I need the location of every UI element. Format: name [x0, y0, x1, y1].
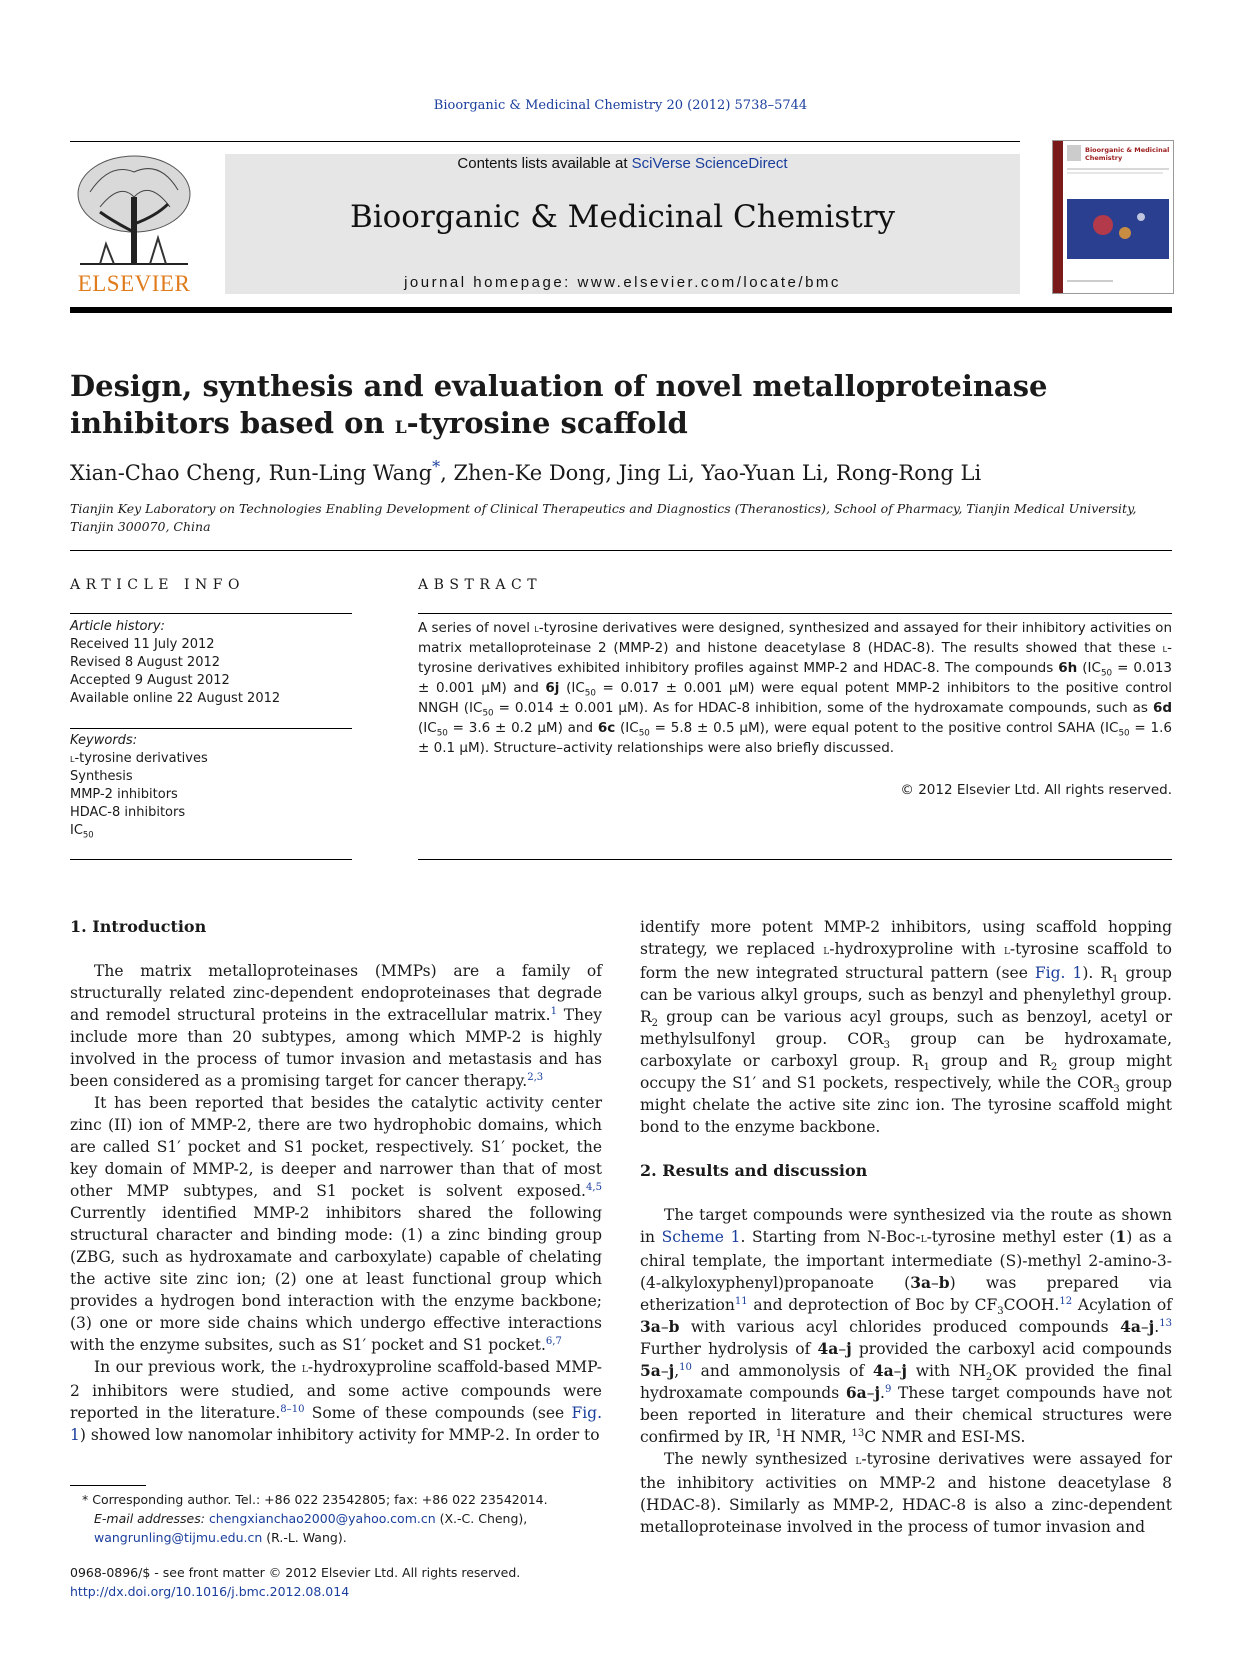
- results-paragraph-2: The newly synthesized l-tyrosine derivatives were assayed for the inhibitory activities on MMP-2 and histone deacetylase 8 (HDAC-8). Similarly as MMP-2, HDAC-8 is also a zinc-dependent metalloproteinase involved in the process of tumor invasion and: [640, 1450, 1172, 1536]
- authors-part2: , Zhen-Ke Dong, Jing Li, Yao-Yuan Li, Rong-Rong Li: [440, 461, 982, 485]
- received-date: Received 11 July 2012: [70, 637, 215, 652]
- corresponding-author-note: * Corresponding author. Tel.: +86 022 23542805; fax: +86 022 23542014.: [82, 1492, 548, 1507]
- email-link-cheng[interactable]: chengxianchao2000@yahoo.com.cn: [208, 1511, 436, 1526]
- contents-line: [225, 155, 1020, 172]
- journal-homepage[interactable]: journal homepage: www.elsevier.com/locate/bmc: [404, 274, 841, 291]
- abstract-copyright: © 2012 Elsevier Ltd. All rights reserved.: [900, 782, 1172, 798]
- tree-icon: [70, 152, 198, 270]
- keyword-ic-sub: 50: [82, 829, 94, 840]
- journal-title: Bioorganic & Medicinal Chemistry: [349, 199, 896, 235]
- corresponding-author-star[interactable]: *: [432, 457, 441, 476]
- front-matter-line: 0968-0896/$ - see front matter © 2012 Elsevier Ltd. All rights reserved.: [70, 1565, 521, 1580]
- header-thick-rule: [70, 307, 1172, 313]
- keyword-item: HDAC-8 inhibitors: [70, 805, 186, 820]
- email-owner-cheng: (X.-C. Cheng),: [435, 1511, 528, 1526]
- header-rule: [70, 141, 1020, 142]
- keyword-item: Synthesis: [70, 769, 133, 784]
- revised-date: Revised 8 August 2012: [70, 655, 221, 670]
- keywords-label: Keywords:: [70, 733, 138, 748]
- intro-paragraph-3-cont: identify more potent MMP-2 inhibitors, using scaffold hopping strategy, we replaced l-hydroxyproline with l-tyrosine scaffold to form the new integrated structural pattern (see Fig. 1). $R_1$ group can be various alkyl groups, such as benzyl and phenylethyl group. $R_2$ group can be various acyl groups, such as benzoyl, acetyl or methylsulfonyl group. $COR_3$ group can be hydroxamate, carboxylate or carboxyl group. $R_1$ group and $R_2$ group might occupy the S1′ and S1 pockets, respectively, while the $COR_3$ group might chelate the active site zinc ion. The tyrosine scaffold might bond to the enzyme backbone.: [640, 918, 1173, 1136]
- accepted-date: Accepted 9 August 2012: [70, 673, 230, 688]
- intro-paragraph-3: In our previous work, the l-hydroxyproline scaffold-based MMP-2 inhibitors were studied, and some active compounds were reported in the literature.$^{8-10}$ Some of these compounds (see Fig. 1) showed low nanomolar inhibitory activity for MMP-2. In order to: [70, 1358, 602, 1444]
- body-left-column: [70, 916, 602, 1446]
- body-right-column: [640, 916, 1172, 1538]
- results-paragraph-1: The target compounds were synthesized via the route as shown in Scheme 1. Starting from N-Boc-l-tyrosine methyl ester (1) as a chiral template, the important intermediate (S)-methyl 2-amino-3-(4-alkyloxyphenyl)propanoate (3a–b) was prepared via etherization$^{11}$ and deprotection of Boc by $CF_3COOH.^{12}$ Acylation of 3a–b with various acyl chlorides produced compounds 4a–j.$^{13}$ Further hydrolysis of 4a–j provided the carboxyl acid compounds 5a–j,$^{10}$ and ammonolysis of 4a–j with $NH_2OK$ provided the final hydroxamate compounds 6a–j.$^9$ These target compounds have not been reported in literature and their chemical structures were confirmed by IR, $^1$H NMR, $^{13}$C NMR and ESI-MS.: [640, 1206, 1173, 1446]
- footnote-rule: [70, 1485, 146, 1486]
- cover-title-line2: Chemistry: [1085, 154, 1123, 162]
- keyword-item: MMP-2 inhibitors: [70, 787, 178, 802]
- keywords: [70, 732, 352, 840]
- journal-cover-thumbnail[interactable]: [1052, 140, 1174, 294]
- article-history: [70, 618, 352, 708]
- article-info-rule: [70, 613, 352, 614]
- title-text-1: Design, synthesis and evaluation of novel metalloproteinase inhibitors based on: [70, 369, 1048, 440]
- keywords-rule: [70, 728, 352, 729]
- footnote: [70, 1490, 602, 1547]
- contents-prefix: Contents lists available at: [457, 155, 632, 172]
- keyword-small-caps: l: [70, 752, 75, 765]
- title-rule: [70, 550, 1172, 551]
- intro-paragraph-1: The matrix metalloproteinases (MMPs) are a family of structurally related zinc-dependent endoproteinases that degrade and remodel structural proteins in the extracellular matrix.$^1$ They include more than 20 subtypes, among which MMP-2 is highly involved in the process of tumor invasion and metastasis and has been considered as a promising target for cancer therapy.$^{2,3}$: [70, 962, 602, 1090]
- cover-image: [1053, 141, 1173, 293]
- abstract-heading: ABSTRACT: [418, 577, 543, 593]
- paper-title: [70, 368, 1172, 443]
- sciencedirect-link[interactable]: SciVerse ScienceDirect: [631, 155, 788, 172]
- history-label: Article history:: [70, 619, 165, 634]
- keyword-text: -tyrosine derivatives: [74, 751, 208, 766]
- intro-paragraph-2: It has been reported that besides the catalytic activity center zinc (II) ion of MMP-2, there are two hydrophobic domains, which are called S1′ pocket and S1 pocket, respectively. S1′ pocket, the key domain of MMP-2, is deeper and narrower than that of most other MMP subtypes, and S1 pocket is solvent exposed.$^{4,5}$ Currently identified MMP-2 inhibitors shared the following structural character and binding mode: (1) a zinc binding group (ZBG, such as hydroxamate and carboxylate) capable of chelating the active site zinc ion; (2) one at least functional group which provides a hydrogen bond interaction with the enzyme backbone; (3) one or more side chains which undergo effective interactions with the enzyme subsites, such as S1′ pocket and S1 pocket.$^{6,7}$: [70, 1094, 602, 1354]
- keyword-item: [70, 750, 352, 768]
- keyword-ic: IC: [70, 823, 83, 838]
- keyword-item: [70, 822, 352, 840]
- title-text-2: -tyrosine scaffold: [406, 406, 688, 440]
- email-owner-wang: (R.-L. Wang).: [262, 1530, 347, 1545]
- authors-part1: Xian-Chao Cheng, Run-Ling Wang: [70, 461, 433, 485]
- journal-reference[interactable]: Bioorganic & Medicinal Chemistry 20 (2012) 5738–5744: [433, 98, 808, 113]
- article-info-heading: ARTICLE INFO: [70, 577, 245, 593]
- abstract-body: A series of novel l-tyrosine derivatives were designed, synthesized and assayed for their inhibitory activities on matrix metalloproteinase 2 (MMP-2) and histone deacetylase 8 (HDAC-8). The results showed that these l-tyrosine derivatives exhibited inhibitory profiles against MMP-2 and HDAC-8. The compounds 6h ($IC_{50} = 0.013 \pm 0.001$ μM) and 6j ($IC_{50} = 0.017 \pm 0.001$ μM) were equal potent MMP-2 inhibitors to the positive control NNGH ($IC_{50} = 0.014 \pm 0.001$ μM). As for HDAC-8 inhibition, some of the hydroxamate compounds, such as 6d ($IC_{50} = 3.6 \pm 0.2$ μM) and 6c ($IC_{50} = 5.8 \pm 0.5$ μM), were equal potent to the positive control SAHA ($IC_{50} = 1.6 \pm 0.1$ μM). Structure–activity relationships were also briefly discussed.: [418, 620, 1173, 756]
- article-info-bottom-rule: [70, 859, 352, 860]
- abstract-bottom-rule: [418, 859, 1172, 860]
- affiliation: Tianjin Key Laboratory on Technologies Enabling Development of Clinical Therapeutics and Diagnostics (Theranostics), School of Pharmacy, Tianjin Medical University, Tianjin 300070, China: [70, 501, 1137, 534]
- email-link-wang[interactable]: wangrunling@tijmu.edu.cn: [94, 1530, 263, 1545]
- intro-heading: 1. Introduction: [70, 917, 207, 936]
- abstract-rule: [418, 613, 1172, 614]
- email-note: [70, 1509, 602, 1547]
- online-date: Available online 22 August 2012: [70, 691, 281, 706]
- front-matter: [70, 1563, 602, 1601]
- author-list: [70, 457, 1172, 485]
- cover-title-line1: Bioorganic & Medicinal: [1085, 146, 1170, 154]
- elsevier-wordmark: ELSEVIER: [77, 271, 191, 296]
- title-small-caps: l: [394, 410, 407, 439]
- email-label: E-mail addresses:: [94, 1511, 209, 1526]
- results-heading: 2. Results and discussion: [640, 1161, 868, 1180]
- doi-link[interactable]: http://dx.doi.org/10.1016/j.bmc.2012.08.014: [70, 1584, 350, 1599]
